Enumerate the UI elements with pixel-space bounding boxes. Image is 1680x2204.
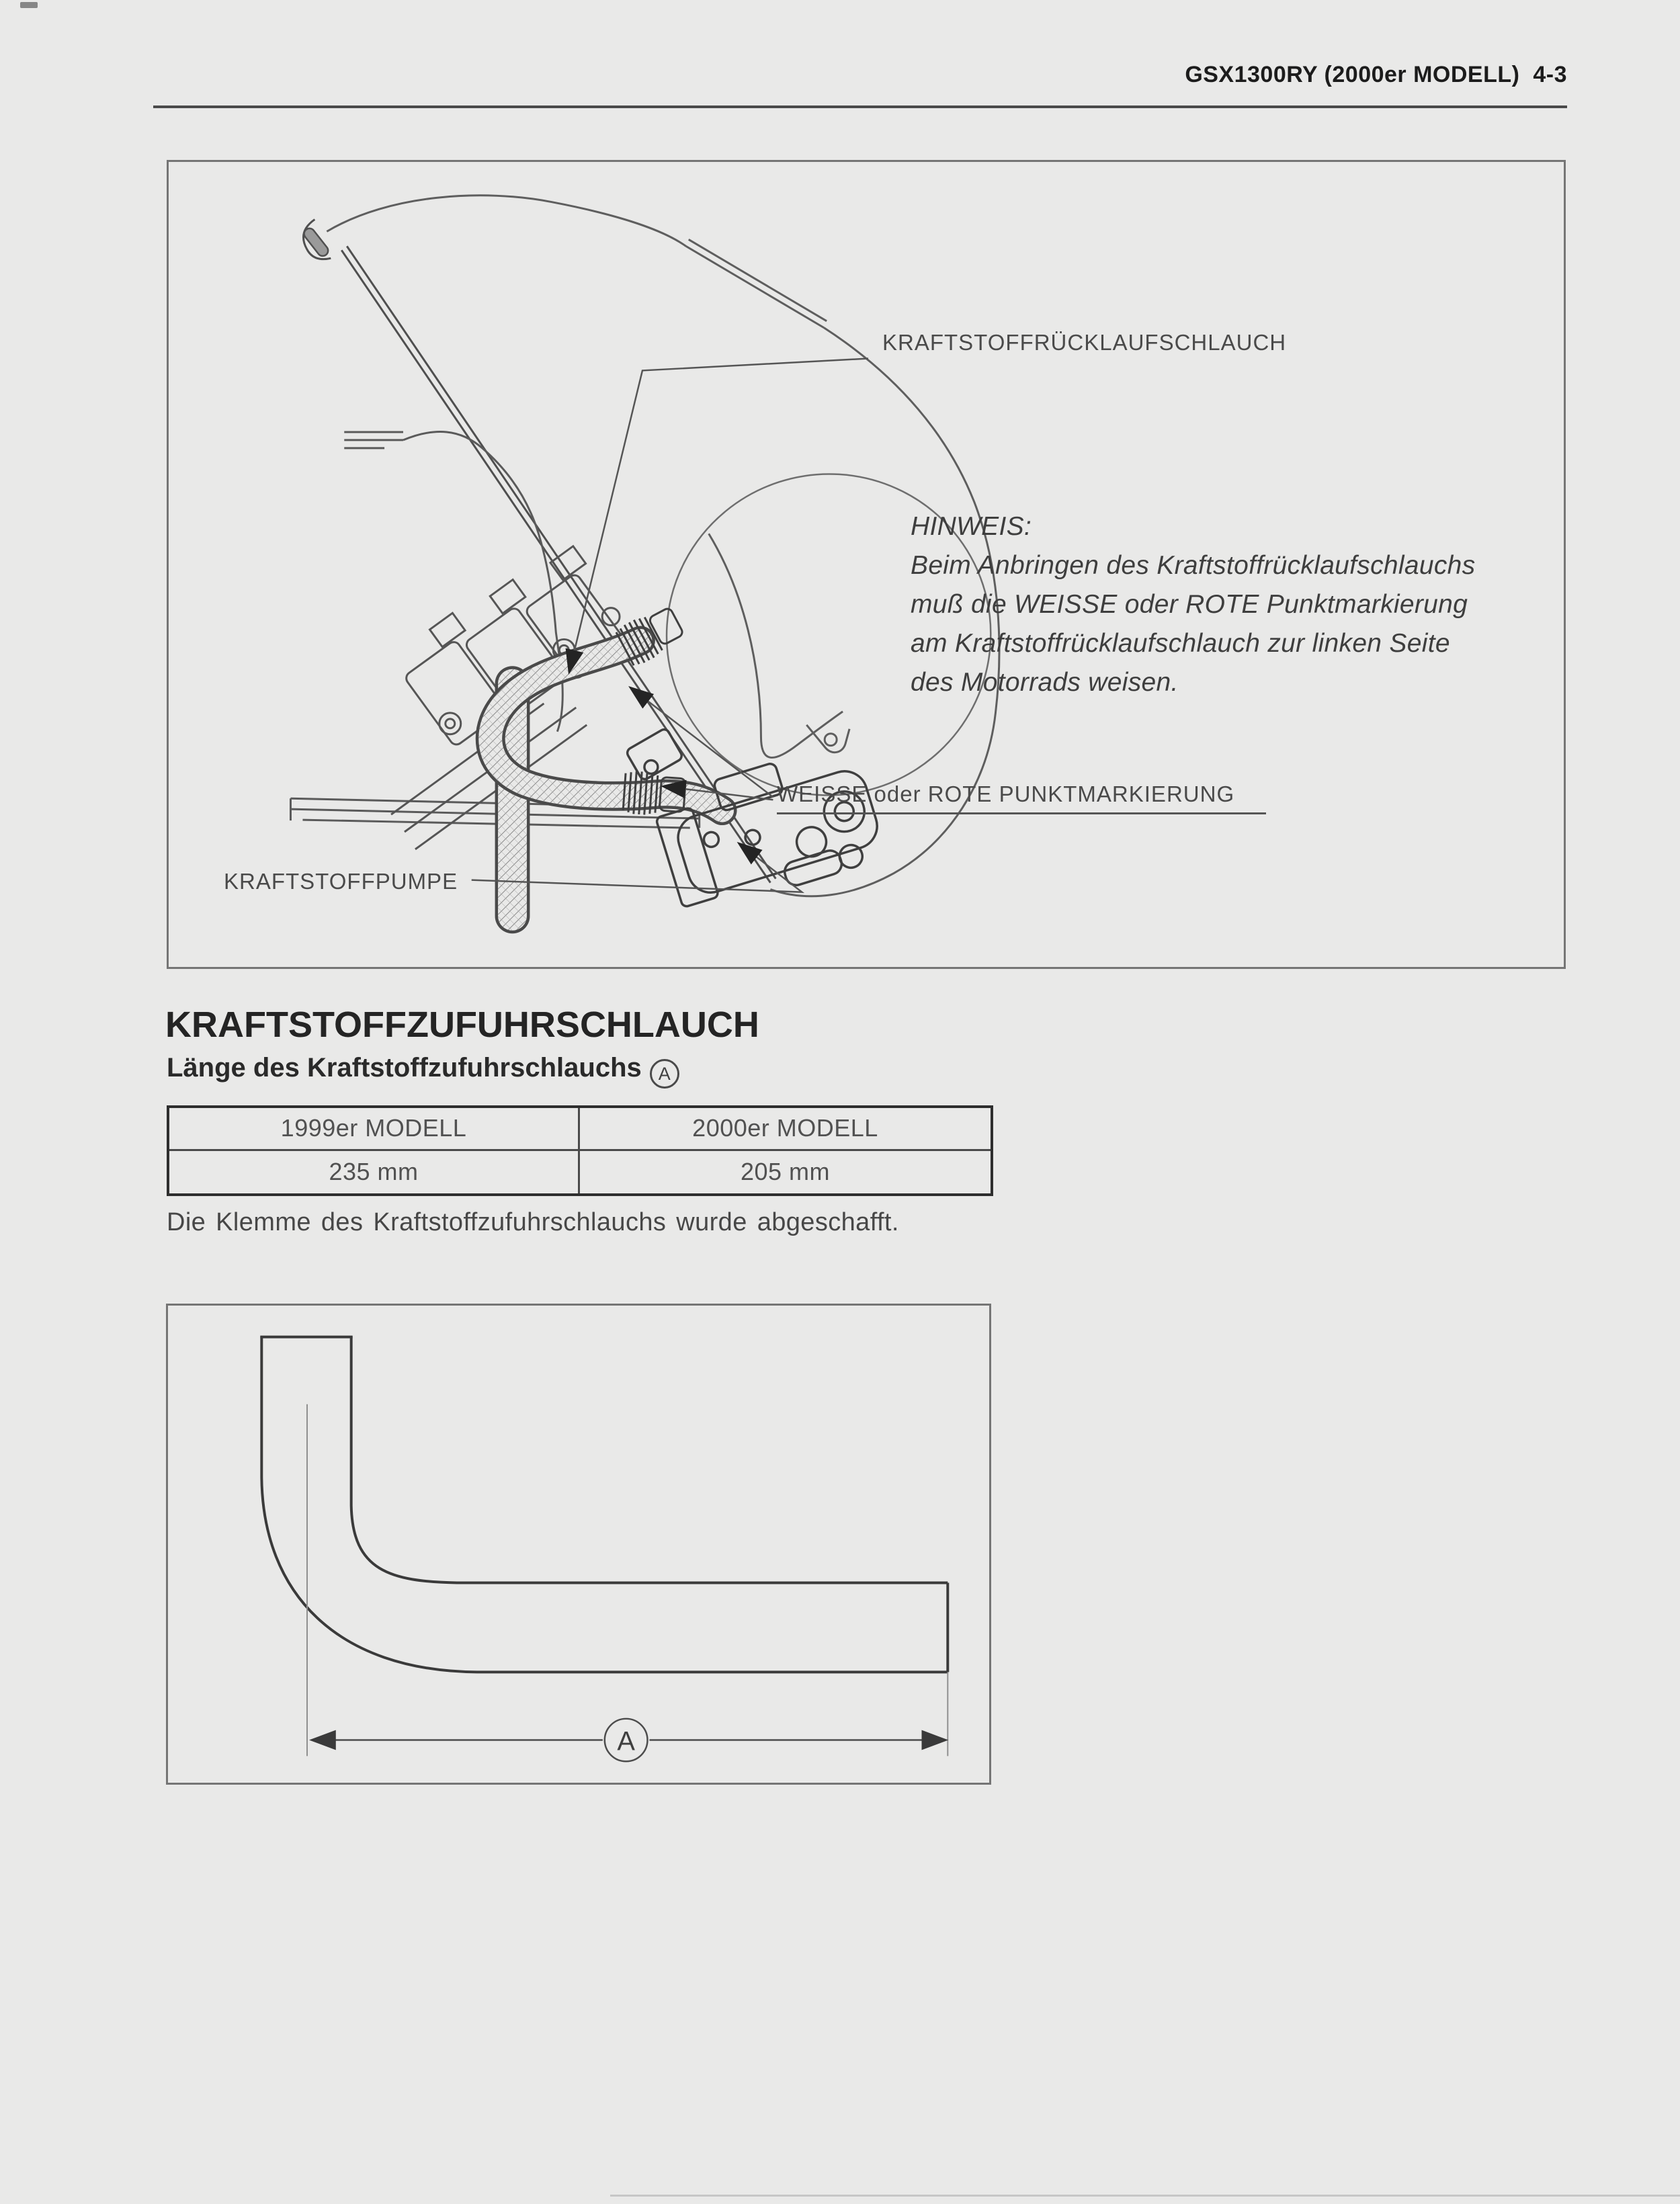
hose-outline [260,1337,948,1672]
note-title: HINWEIS: [911,512,1032,541]
section-subtitle-text: Länge des Kraftstoffzufuhrschlauchs [167,1053,642,1083]
scan-artifact-bottom-line [610,2195,1680,2197]
note-line: muß die WEISSE oder ROTE Punktmarkierung [911,590,1468,619]
label-dot-marking: WEISSE oder ROTE PUNKTMARKIERUNG [777,781,1266,814]
dimension-marker: A [617,1726,635,1756]
label-return-hose: KRAFTSTOFFRÜCKLAUFSCHLAUCH [882,330,1287,355]
section-title: KRAFTSTOFFZUFUHRSCHLAUCH [165,1005,759,1045]
section-subtitle [167,1053,679,1089]
figure-fuel-pump-diagram [167,160,1566,969]
table-header-cell: 1999er MODELL [169,1108,580,1151]
circled-a-marker: A [650,1059,679,1089]
hose-length-line-art [168,1306,989,1783]
page-header: GSX1300RY (2000er MODELL) 4-3 [1185,62,1567,87]
note-line: des Motorrads weisen. [911,668,1179,697]
dimension-extension-lines [307,1404,948,1756]
note-paragraph: Die Klemme des Kraftstoffzufuhrschlauchs wurde abgeschafft. [167,1208,899,1236]
table-header-cell: 2000er MODELL [580,1108,991,1151]
label-fuel-pump: KRAFTSTOFFPUMPE [224,869,458,894]
spec-table [167,1105,993,1196]
scan-artifact-speck [20,2,38,8]
note-line: Beim Anbringen des Kraftstoffrücklaufschlauchs [911,551,1476,580]
table-value-cell: 235 mm [169,1151,580,1194]
note-line: am Kraftstoffrücklaufschlauch zur linken Seite [911,629,1450,658]
table-value-cell: 205 mm [740,1158,831,1186]
figure-hose-length-diagram [166,1304,991,1785]
note-block [911,507,1475,702]
header-rule [153,105,1567,108]
